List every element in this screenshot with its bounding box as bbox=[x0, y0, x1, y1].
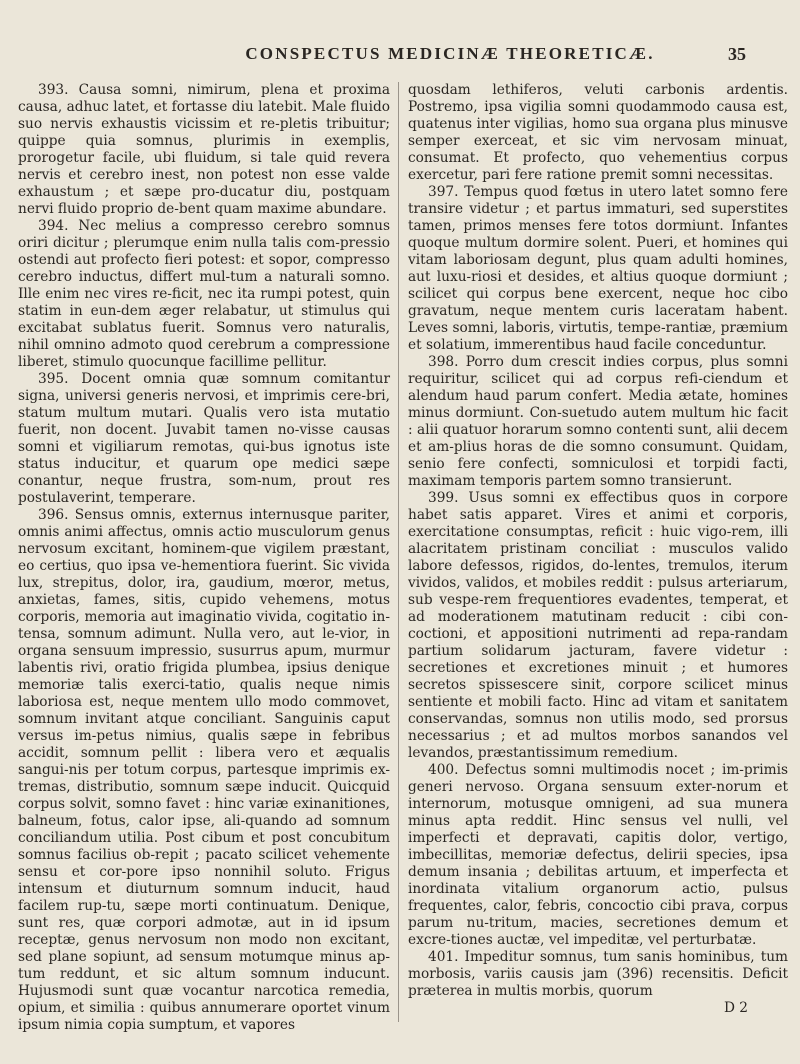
running-header bbox=[0, 44, 800, 74]
page-number: 35 bbox=[728, 44, 746, 64]
paragraph-394: 394. Nec melius a compresso cerebro somnus oriri dicitur ; plerumque enim nulla talis com-pressio ostendi aut profecto fieri potest: et sopor, compresso cerebro inductus, differt mul-tum a naturali somno. Ille enim nec vires re-ficit, nec ita rumpi potest, quin statim in eun-dem æger relabatur, ut stimulus qui excitabat sublatus fuerit. Somnus vero naturalis, nihil omnino admoto quod cerebrum a compressione liberet, stimulo quocunque facillime pellitur. bbox=[18, 218, 390, 370]
paragraph-399: 399. Usus somni ex effectibus quos in corpore habet satis apparet. Vires et animi et corporis, exercitatione consumptas, reficit : huic vigo-rem, illi alacritatem pristinam conciliat : musculos valido labore defessos, rigidos, do-lentes, tremulos, iterum vividos, validos, et mobiles reddit : pulsus arteriarum, sub vespe-rem frequentiores evadentes, temperat, et ad moderationem matutinam reducit : cibi con-coctioni, et appositioni nutrimenti ad repa-randam partium solidarum jacturam, favere videtur : secretiones et excretiones minuit ; et humores secretos spissescere sinit, corpore scilicet minus sentiente et mobili facto. Hinc ad vitam et sanitatem conservandas, somnus non utilis modo, sed prorsus necessarius ; et ad multos morbos sanandos vel levandos, præstantissimum remedium. bbox=[408, 490, 788, 761]
column-divider bbox=[398, 82, 399, 1022]
paragraph-401: 401. Impeditur somnus, tum sanis hominibus, tum morbosis, variis causis jam (396) recensitis. Deficit præterea in multis morbis, quorum bbox=[408, 949, 788, 999]
paragraph-396-continued: quosdam lethiferos, veluti carbonis ardentis. Postremo, ipsa vigilia somni quodammodo causa est, quatenus inter vigilias, homo sua organa plus minusve semper exerceat, et sic vim nervosam minuat, consumat. Et profecto, quo vehementius corpus exercetur, pari fere ratione premit somni necessitas. bbox=[408, 82, 788, 183]
right-column bbox=[408, 82, 788, 1017]
paragraph-395: 395. Docent omnia quæ somnum comitantur signa, universi generis nervosi, et imprimis cere-bri, statum multum mutari. Qualis vero ista mutatio fuerit, non docent. Juvabit tamen no-visse causas somni et vigiliarum remotas, qui-bus ignotus iste status inducitur, et quarum ope medici sæpe conantur, neque frustra, som-num, prout res postulaverint, temperare. bbox=[18, 371, 390, 506]
signature-mark: D 2 bbox=[723, 1000, 748, 1016]
paragraph-400: 400. Defectus somni multimodis nocet ; im-primis generi nervoso. Organa sensuum exter-norum et internorum, motusque omnigeni, ad sua munera minus apta reddit. Hinc sensus vel nulli, vel imperfecti et depravati, capitis dolor, vertigo, imbecillitas, memoriæ defectus, delirii species, ipsa demum insania ; debilitas artuum, et imperfecta et inordinata vitalium organorum actio, pulsus frequentes, calor, febris, concoctio cibi prava, corpus parum nu-tritum, macies, secretiones demum et excre-tiones auctæ, vel impeditæ, vel perturbatæ. bbox=[408, 762, 788, 948]
left-column bbox=[18, 82, 390, 1034]
paragraph-397: 397. Tempus quod fœtus in utero latet somno fere transire videtur ; et partus immaturi, sed superstites tamen, primos menses fere totos dormiunt. Infantes quoque multum dormire solent. Pueri, et homines qui vitam laboriosam degunt, plus quam adulti homines, aut luxu-riosi et desides, et altius quoque dormiunt ; scilicet qui corpus bene exercent, neque hoc cibo gravatum, neque mentem curis laceratam habent. Leves somni, laboris, virtutis, tempe-rantiæ, præmium et solatium, immerentibus haud facile conceduntur. bbox=[408, 184, 788, 353]
running-title: CONSPECTUS MEDICINÆ THEORETICÆ. bbox=[245, 44, 655, 63]
paragraph-398: 398. Porro dum crescit indies corpus, plus somni requiritur, scilicet qui ad corpus refi-ciendum et alendum haud parum confert. Media ætate, homines minus dormiunt. Con-suetudo autem multum hic facit : alii quatuor horarum somno contenti sunt, alii decem et am-plius horas de die somno consumunt. Quidam, senio fere confecti, somniculosi et torpidi facti, maximam temporis partem somno transierunt. bbox=[408, 354, 788, 489]
paragraph-396: 396. Sensus omnis, externus internusque pariter, omnis animi affectus, omnis actio musculorum genus nervosum excitant, hominem-que vigilem præstant, eo certius, quo ipsa ve-hementiora fuerint. Sic vivida lux, strepitus, dolor, ira, gaudium, mœror, metus, anxietas, fames, sitis, cupido vehemens, motus corporis, memoria aut imaginatio vivida, cogitatio in-tensa, somnum adimunt. Nulla vero, aut le-vior, in organa sensuum impressio, susurrus apum, murmur labentis rivi, oratio frigida plumbea, ipsius denique memoriæ talis exerci-tatio, qualis neque nimis laboriosa est, neque mentem ullo modo commovet, somnum invitant atque conciliant. Sanguinis caput versus im-petus nimius, qualis sæpe in febribus accidit, somnum pellit : libera vero et æqualis sangui-nis per totum corpus, partesque imprimis ex-tremas, distributio, somnum sæpe inducit. Quicquid corpus solvit, somno favet : hinc variæ exinanitiones, balneum, fotus, calor ipse, ali-quando ad somnum conciliandum utilia. Post cibum et post concubitum somnus facilius ob-repit ; pacato scilicet vehemente sensu et cor-pore ipso nonnihil soluto. Frigus intensum et diuturnum somnum inducit, haud facilem rup-tu, sæpe morti continuatum. Denique, sunt res, quæ corpori admotæ, aut in id ipsum receptæ, genus nervosum non modo non excitant, sed plane sopiunt, ad sensum motumque minus ap-tum reddunt, et sic altum somnum inducunt. Hujusmodi sunt quæ vocantur narcotica remedia, opium, et similia : quibus annumerare oportet vinum ipsum nimia copia sumptum, et vapores bbox=[18, 507, 390, 1033]
paragraph-393: 393. Causa somni, nimirum, plena et proxima causa, adhuc latet, et fortasse diu latebit. Male fluido suo nervis exhaustis vicissim et re-pletis tribuitur; quippe quia somnus, plurimis in exemplis, prorogetur facile, ubi fluidum, si tale quid revera nervis et cerebro inest, non potest non esse valde exhaustum ; et sæpe pro-ducatur diu, postquam nervi fluido proprio de-bent quam maxime abundare. bbox=[18, 82, 390, 217]
